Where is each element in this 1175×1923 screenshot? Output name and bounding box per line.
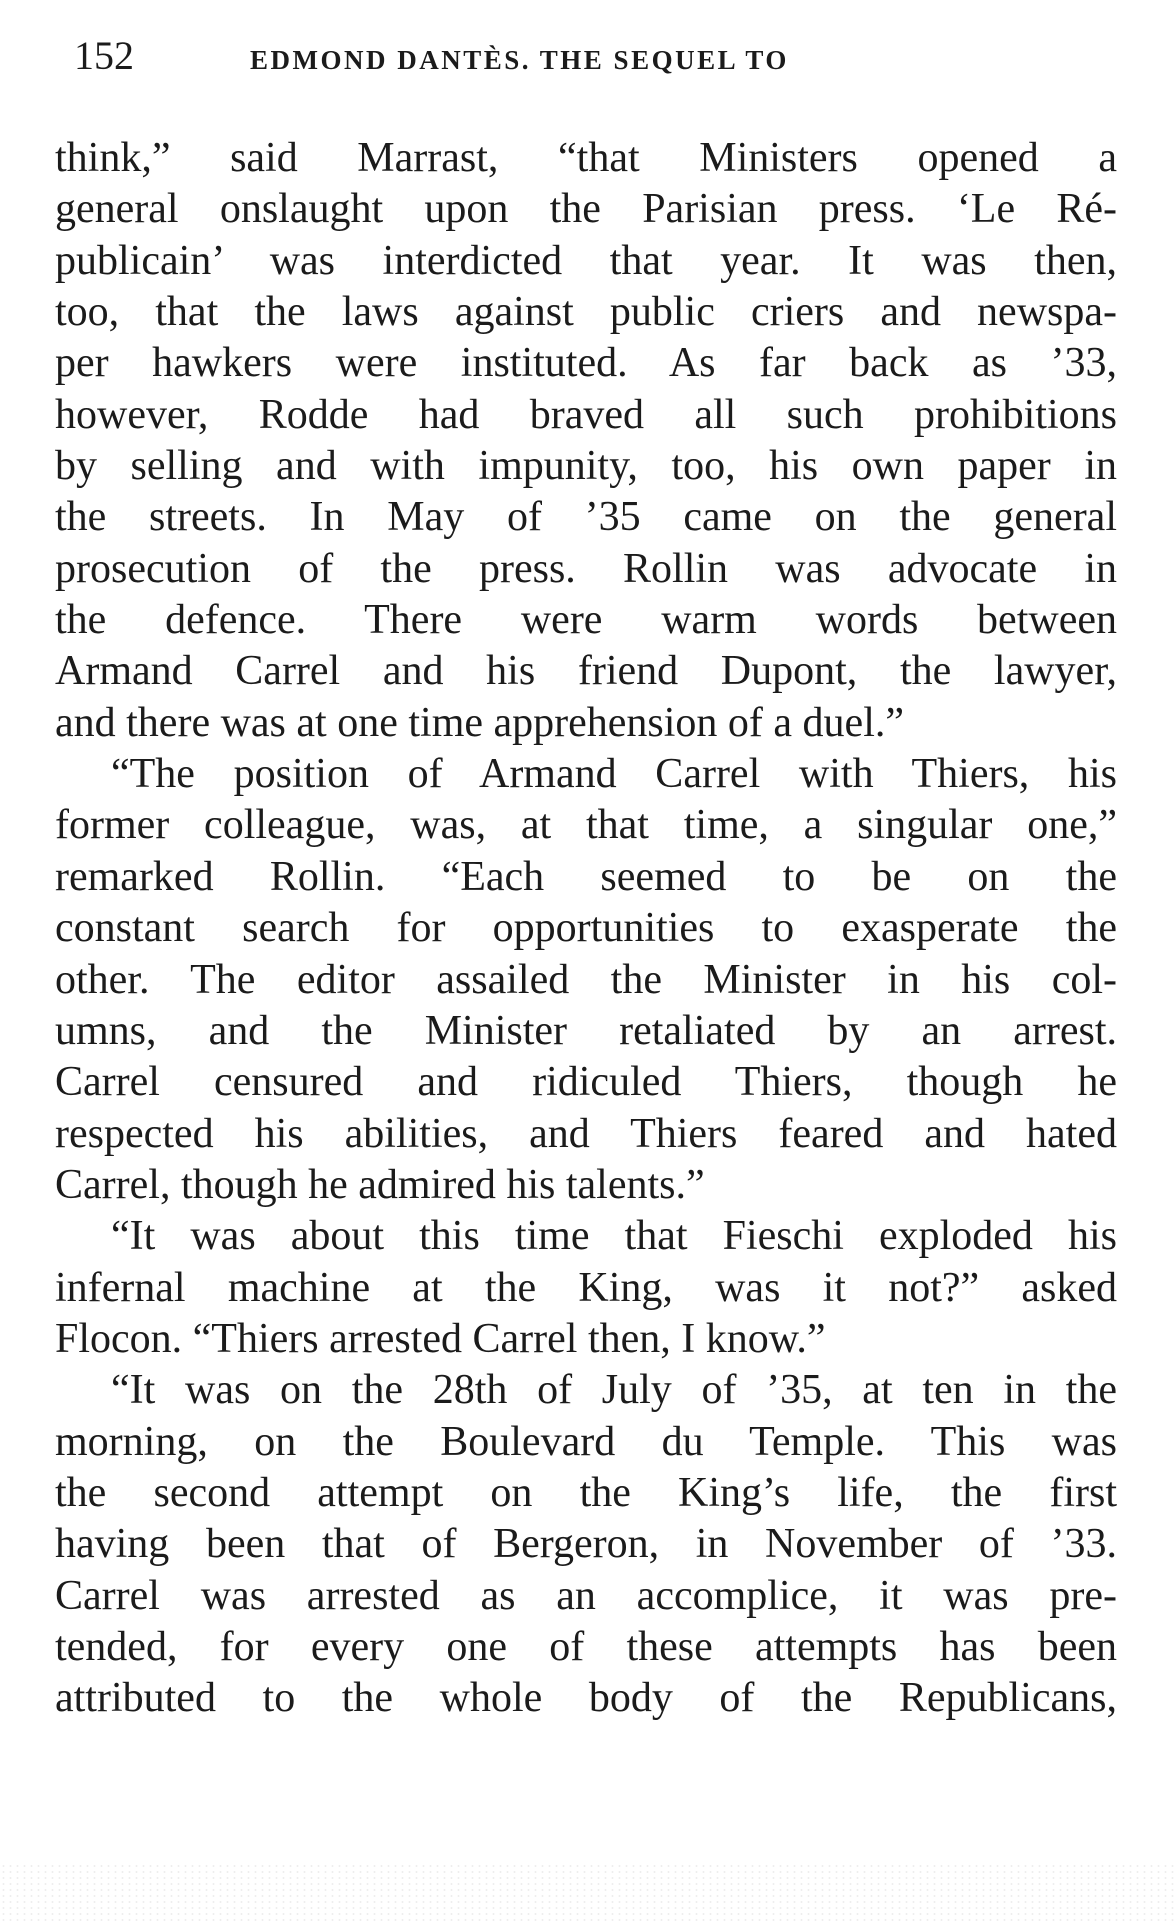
running-head: EDMOND DANTÈS. THE SEQUEL TO — [250, 45, 789, 75]
text-line: Carrel censured and ridiculed Thiers, though he — [55, 1059, 1117, 1106]
text-line: Flocon. “Thiers arrested Carrel then, I know.” — [55, 1315, 826, 1362]
text-line: the defence. There were warm words between — [55, 597, 1117, 644]
page-header — [74, 30, 1114, 90]
text-line: having been that of Bergeron, in November of ’33. — [55, 1521, 1117, 1568]
text-line: “The position of Armand Carrel with Thiers, his — [111, 751, 1117, 798]
text-line: Armand Carrel and his friend Dupont, the lawyer, — [55, 648, 1117, 695]
text-line: respected his abilities, and Thiers feared and hated — [55, 1110, 1117, 1157]
text-line: Carrel was arrested as an accomplice, it was pre- — [55, 1572, 1117, 1619]
text-line: think,” said Marrast, “that Ministers opened a — [55, 135, 1117, 181]
text-line: “It was on the 28th of July of ’35, at ten in the — [111, 1367, 1117, 1414]
text-line: “It was about this time that Fieschi exploded his — [111, 1213, 1117, 1260]
text-line: too, that the laws against public criers and newspa- — [55, 289, 1117, 336]
text-line: other. The editor assailed the Minister in his col- — [55, 956, 1117, 1003]
text-line: the streets. In May of ’35 came on the general — [55, 494, 1117, 541]
body-text — [55, 133, 1117, 1725]
text-line: umns, and the Minister retaliated by an arrest. — [55, 1007, 1117, 1054]
text-line: Carrel, though he admired his talents.” — [55, 1161, 705, 1208]
text-line: by selling and with impunity, too, his own paper in — [55, 443, 1117, 490]
text-line: remarked Rollin. “Each seemed to be on the — [55, 853, 1117, 900]
text-line: the second attempt on the King’s life, the first — [55, 1469, 1117, 1516]
text-line: constant search for opportunities to exasperate the — [55, 905, 1117, 952]
text-line: former colleague, was, at that time, a singular one,” — [55, 802, 1117, 849]
text-line: general onslaught upon the Parisian press. ‘Le Ré- — [55, 186, 1117, 233]
paper-speckle — [0, 1863, 1175, 1923]
text-line: prosecution of the press. Rollin was advocate in — [55, 545, 1117, 592]
text-line: per hawkers were instituted. As far back as ’33, — [55, 340, 1117, 387]
page-number: 152 — [74, 33, 134, 78]
text-line: attributed to the whole body of the Republicans, — [55, 1675, 1117, 1722]
text-line: and there was at one time apprehension of a duel.” — [55, 699, 905, 746]
text-line: morning, on the Boulevard du Temple. This was — [55, 1418, 1117, 1465]
text-line: infernal machine at the King, was it not?” asked — [55, 1264, 1117, 1311]
text-line: tended, for every one of these attempts has been — [55, 1623, 1117, 1670]
text-line: publicain’ was interdicted that year. It was then, — [55, 237, 1117, 284]
text-line: however, Rodde had braved all such prohibitions — [55, 391, 1117, 438]
